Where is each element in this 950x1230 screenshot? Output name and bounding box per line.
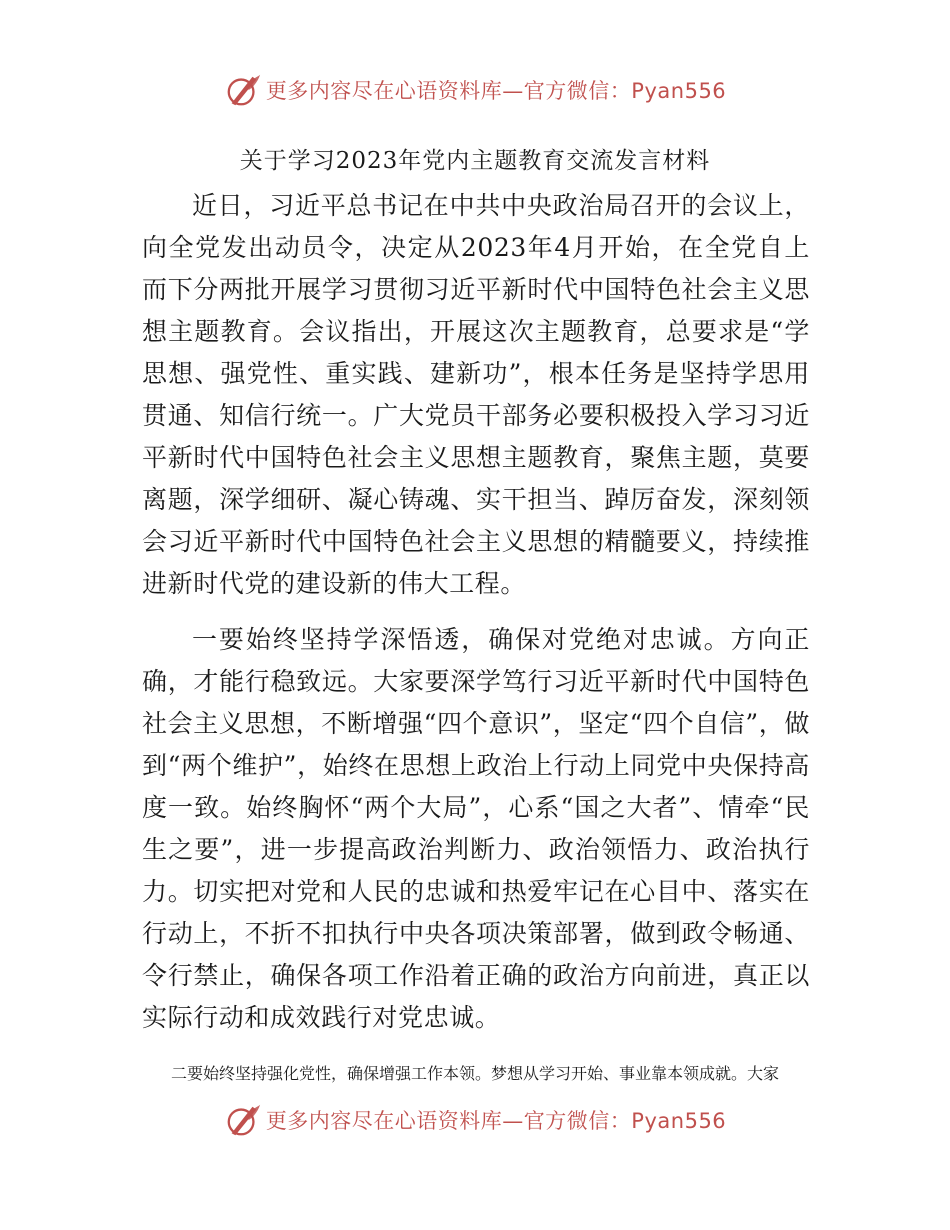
document-title: 关于学习2023年党内主题教育交流发言材料 (239, 148, 711, 174)
paragraph: 近日，习近平总书记在中共中央政治局召开的会议上，向全党发出动员令，决定从2023年4月开始，在全党自上而下分两批开展学习贯彻习近平新时代中国特色社会主义思想主题教育。会议指出，开展这次主题教育，总要求是“学思想、强党性、重实践、建新功”，根本任务是坚持学思用贯通、知信行统一。广大党员干部务必要积极投入学习习近平新时代中国特色社会主义思想主题教育，聚焦主题，莫要离题，深学细研、凝心铸魂、实干担当、踔厉奋发，深刻领会习近平新时代中国特色社会主义思想的精髓要义，持续推进新时代党的建设新的伟大工程。 (142, 191, 810, 598)
document-body (142, 185, 810, 1039)
banner-text: 更多内容尽在心语资料库—官方微信：Pyan556 (265, 79, 727, 103)
banner-text: 更多内容尽在心语资料库—官方微信：Pyan556 (265, 1109, 727, 1133)
header-banner (0, 70, 950, 110)
footer-banner (0, 1100, 950, 1140)
feather-pen-logo-icon (224, 71, 262, 109)
feather-pen-logo-icon (224, 1101, 262, 1139)
paragraph: 一要始终坚持学深悟透，确保对党绝对忠诚。方向正确，才能行稳致远。大家要深学笃行习近平新时代中国特色社会主义思想，不断增强“四个意识”，坚定“四个自信”，做到“两个维护”，始终在思想上政治上行动上同党中央保持高度一致。始终胸怀“两个大局”，心系“国之大者”、情牵“民生之要”，进一步提高政治判断力、政治领悟力、政治执行力。切实把对党和人民的忠诚和热爱牢记在心目中、落实在行动上，不折不扣执行中央各项决策部署，做到政令畅通、令行禁止，确保各项工作沿着正确的政治方向前进，真正以实际行动和成效践行对党忠诚。 (142, 625, 810, 1032)
next-page-preview-text: 二要始终坚持强化党性，确保增强工作本领。梦想从学习开始、事业靠本领成就。大家 (170, 1064, 779, 1083)
